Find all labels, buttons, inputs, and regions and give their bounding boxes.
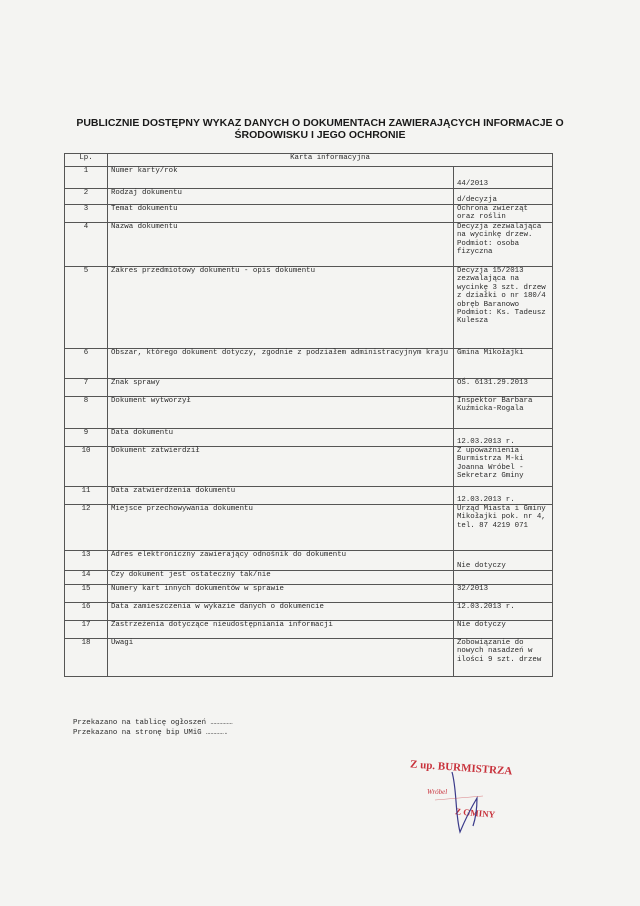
row-label: Czy dokument jest ostateczny tak/nie: [108, 571, 454, 585]
row-lp: 10: [65, 447, 108, 487]
row-lp: 14: [65, 571, 108, 585]
stamp-line-2: Wróbel: [427, 788, 448, 796]
stamp-line-3: Z GMINY: [454, 806, 496, 820]
row-lp: 16: [65, 603, 108, 621]
row-value: 12.03.2013 r.: [454, 429, 553, 447]
row-lp: 2: [65, 189, 108, 205]
row-lp: 6: [65, 349, 108, 379]
table-body: [65, 167, 553, 677]
row-lp: 11: [65, 487, 108, 505]
row-label: Data dokumentu: [108, 429, 454, 447]
row-value: Nie dotyczy: [454, 551, 553, 571]
row-lp: 5: [65, 267, 108, 349]
row-label: Temat dokumentu: [108, 205, 454, 223]
row-value: Decyzja 15/2013 zezwalająca na wycinkę 3 szt. drzew z działki o nr 180/4 obręb Baranowo Podmiot: Ks. Tadeusz Kulesza: [454, 267, 553, 349]
table-header-row: [65, 154, 553, 167]
row-label: Data zatwierdzenia dokumentu: [108, 487, 454, 505]
table-row: [65, 349, 553, 379]
table-row: [65, 639, 553, 677]
row-lp: 4: [65, 223, 108, 267]
table-row: [65, 167, 553, 189]
row-label: Uwagi: [108, 639, 454, 677]
table-row: [65, 621, 553, 639]
footer-notes: [73, 718, 233, 738]
row-value: Urząd Miasta i Gminy Mikołajki pok. nr 4, tel. 87 4219 071: [454, 505, 553, 551]
row-lp: 1: [65, 167, 108, 189]
row-value: Nie dotyczy: [454, 621, 553, 639]
row-lp: 7: [65, 379, 108, 397]
header-lp: Lp.: [65, 154, 108, 167]
row-value: 12.03.2013 r.: [454, 487, 553, 505]
row-label: Zastrzeżenia dotyczące nieudostępniania informacji: [108, 621, 454, 639]
row-value: Decyzja zezwalająca na wycinkę drzew. Podmiot: osoba fizyczna: [454, 223, 553, 267]
row-value: [454, 571, 553, 585]
table-row: [65, 585, 553, 603]
row-label: Rodzaj dokumentu: [108, 189, 454, 205]
signature-icon: [405, 760, 540, 840]
information-card-table: [64, 153, 553, 677]
row-value: 32/2013: [454, 585, 553, 603]
row-lp: 15: [65, 585, 108, 603]
row-label: Obszar, którego dokument dotyczy, zgodnie z podziałem administracyjnym kraju: [108, 349, 454, 379]
footer-line-bip: Przekazano na stronę bip UMiG ………….: [73, 729, 229, 737]
document-title: PUBLICZNIE DOSTĘPNY WYKAZ DANYCH O DOKUMENTACH ZAWIERAJĄCYCH INFORMACJE O ŚRODOWISKU I JEGO OCHRONIE: [76, 117, 564, 141]
row-label: Data zamieszczenia w wykazie danych o dokumencie: [108, 603, 454, 621]
row-label: Miejsce przechowywania dokumentu: [108, 505, 454, 551]
row-lp: 3: [65, 205, 108, 223]
table-row: [65, 505, 553, 551]
row-label: Adres elektroniczny zawierający odnośnik do dokumentu: [108, 551, 454, 571]
row-value: 12.03.2013 r.: [454, 603, 553, 621]
row-value: d/decyzja: [454, 189, 553, 205]
table-row: [65, 223, 553, 267]
row-label: Numer karty/rok: [108, 167, 454, 189]
table-row: [65, 205, 553, 223]
row-lp: 9: [65, 429, 108, 447]
row-value: Inspektor Barbara Kuźmicka-Rogala: [454, 397, 553, 429]
row-value: Gmina Mikołajki: [454, 349, 553, 379]
stamp-line-1: Z up. BURMISTRZA: [409, 758, 513, 778]
table-row: [65, 487, 553, 505]
row-label: Zakres przedmiotowy dokumentu - opis dokumentu: [108, 267, 454, 349]
table-row: [65, 379, 553, 397]
header-card: Karta informacyjna: [108, 154, 553, 167]
row-label: Dokument wytworzył: [108, 397, 454, 429]
table-row: [65, 267, 553, 349]
official-stamp: [405, 760, 540, 840]
row-value: 44/2013: [454, 167, 553, 189]
row-label: Znak sprawy: [108, 379, 454, 397]
row-value: Ochrona zwierząt oraz roślin: [454, 205, 553, 223]
row-lp: 18: [65, 639, 108, 677]
table-row: [65, 551, 553, 571]
row-value: Zobowiązanie do nowych nasadzeń w ilości 9 szt. drzew: [454, 639, 553, 677]
row-lp: 13: [65, 551, 108, 571]
table-row: [65, 429, 553, 447]
table-row: [65, 189, 553, 205]
row-value: OŚ. 6131.29.2013: [454, 379, 553, 397]
row-lp: 17: [65, 621, 108, 639]
row-lp: 12: [65, 505, 108, 551]
table-row: [65, 447, 553, 487]
footer-line-notice-board: Przekazano na tablicę ogłoszeń ……………: [73, 719, 233, 727]
table-row: [65, 397, 553, 429]
row-value: Z upoważnienia Burmistrza M-ki Joanna Wróbel - Sekretarz Gminy: [454, 447, 553, 487]
row-label: Dokument zatwierdził: [108, 447, 454, 487]
row-label: Nazwa dokumentu: [108, 223, 454, 267]
row-label: Numery kart innych dokumentów w sprawie: [108, 585, 454, 603]
table-row: [65, 603, 553, 621]
row-lp: 8: [65, 397, 108, 429]
table-row: [65, 571, 553, 585]
